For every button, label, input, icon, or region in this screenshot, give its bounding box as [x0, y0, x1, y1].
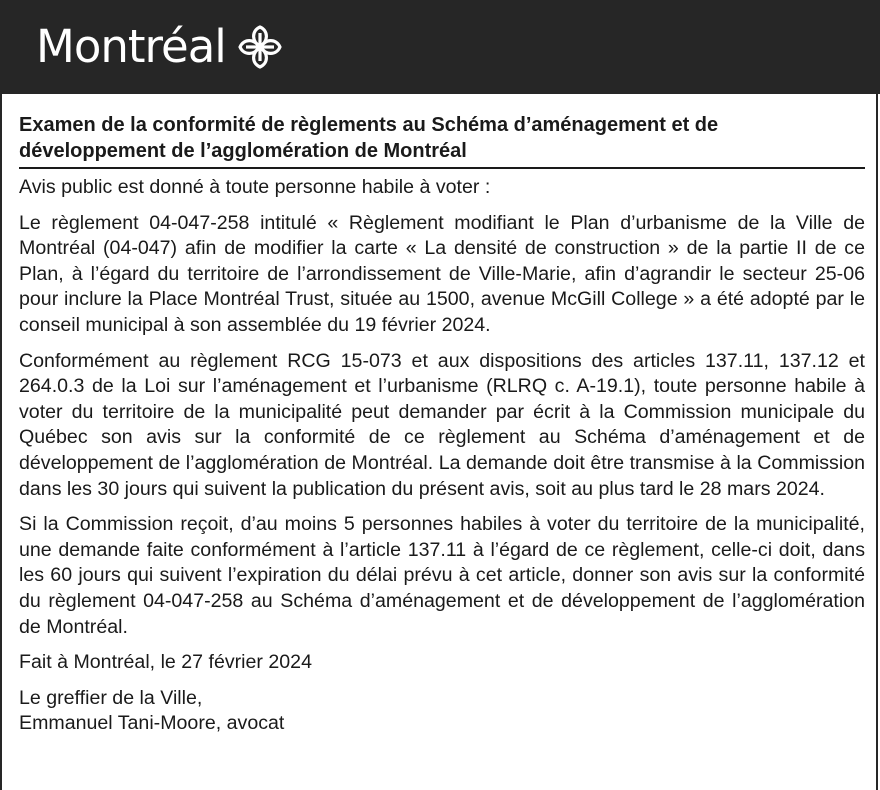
- notice-title: Examen de la conformité de règlements au Schéma d’aménagement et de développement de l’agglomération de Montréal: [19, 112, 865, 169]
- notice-intro: Avis public est donné à toute personne habile à voter :: [19, 176, 491, 198]
- montreal-flower-icon: [232, 19, 288, 75]
- notice-paragraph-1: Le règlement 04-047-258 intitulé « Règlement modifiant le Plan d’urbanisme de la Ville de Montréal (04-047) afin de modifier la carte « La densité de construction » de la partie II de ce Plan, à l’égard du territoire de l’arrondissement de Ville-Marie, afin d’agrandir le secteur 25-06 pour inclure la Place Montréal Trust, située au 1500, avenue McGill College » a été adopté par le conseil municipal à son assemblée du 19 février 2024.: [19, 211, 865, 336]
- notice-paragraph-2: Conformément au règlement RCG 15-073 et aux dispositions des articles 137.11, 137.12 et 264.0.3 de la Loi sur l’aménagement et l’urbanisme (RLRQ c. A-19.1), toute personne habile à voter du territoire de la municipalité peut demander par écrit à la Commission municipale du Québec son avis sur la conformité de ce règlement au Schéma d’aménagement et de développement de l’agglomération de Montréal. La demande doit être transmise à la Commission dans les 30 jours qui suivent la publication du présent avis, soit au plus tard le 28 mars 2024.: [19, 349, 865, 500]
- header-bar: [0, 0, 880, 94]
- notice-paragraph-3: Si la Commission reçoit, d’au moins 5 personnes habiles à voter du territoire de la municipalité, une demande faite conformément à l’article 137.11 à l’égard de ce règlement, celle-ci doit, dans les 60 jours qui suivent l’expiration du délai prévu à cet article, donner son avis sur la conformité du règlement 04-047-258 au Schéma d’aménagement et de développement de l’agglomération de Montréal.: [19, 513, 865, 638]
- signatory-name: Emmanuel Tani-Moore, avocat: [19, 712, 285, 735]
- montreal-logo: [36, 18, 288, 76]
- notice-place-date: Fait à Montréal, le 27 février 2024: [19, 651, 312, 674]
- logo-wordmark: Montréal: [36, 20, 226, 73]
- signatory-role: Le greffier de la Ville,: [19, 686, 203, 709]
- public-notice: [19, 112, 865, 737]
